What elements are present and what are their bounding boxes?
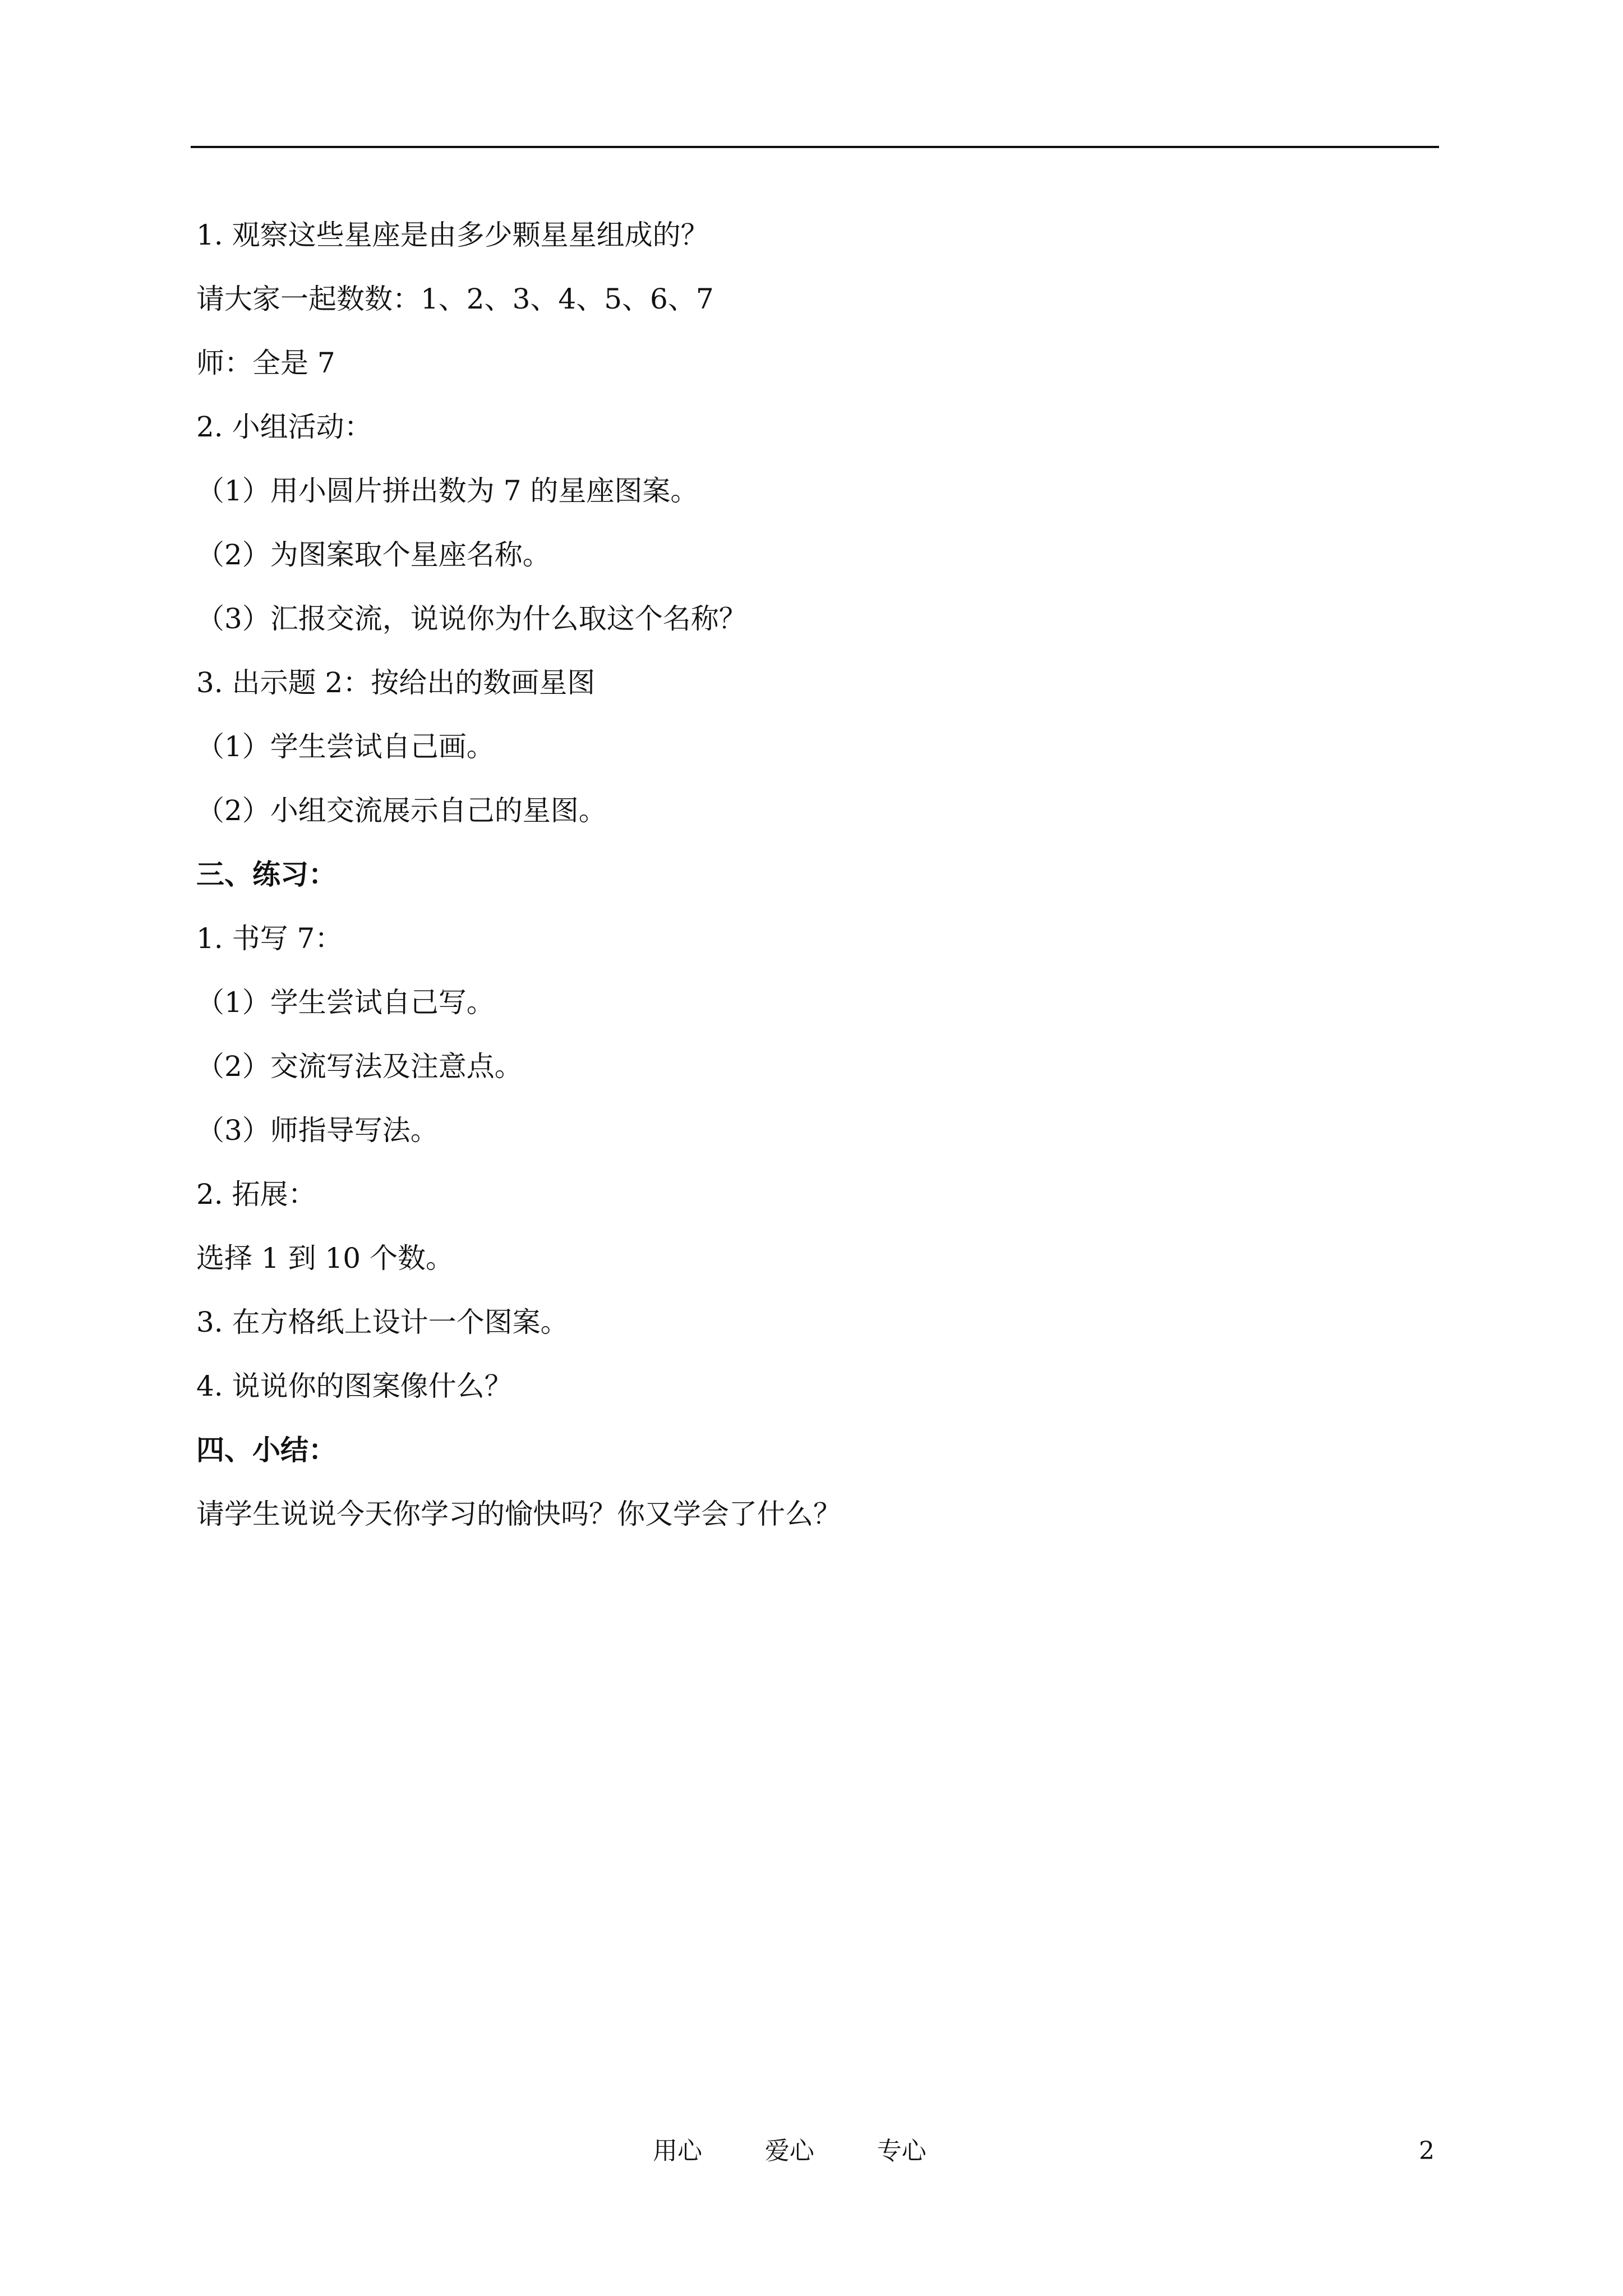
section-heading: 四、小结： [196, 1433, 336, 1466]
text-line: （2）交流写法及注意点。 [196, 1050, 523, 1083]
footer-motto: 用心 爱心 专心 [653, 2137, 926, 2165]
text-line: （2）为图案取个星座名称。 [196, 539, 551, 571]
text-line: （1）学生尝试自己写。 [196, 986, 495, 1019]
text-line: （1）学生尝试自己画。 [196, 730, 495, 763]
text-line: 2. 拓展： [196, 1178, 316, 1211]
text-line: 2. 小组活动： [196, 411, 372, 443]
text-line: （3）汇报交流，说说你为什么取这个名称？ [196, 602, 747, 635]
document-body [196, 203, 1430, 1546]
text-line: 3. 在方格纸上设计一个图案。 [196, 1306, 569, 1338]
text-line: 3. 出示题 2：按给出的数画星图 [196, 666, 596, 699]
text-line: （2）小组交流展示自己的星图。 [196, 794, 607, 827]
text-line: 1. 观察这些星座是由多少颗星星组成的？ [196, 219, 709, 251]
text-line: 请大家一起数数：1、2、3、4、5、6、7 [196, 283, 714, 315]
text-line: （3）师指导写法。 [196, 1114, 439, 1147]
section-heading: 三、练习： [196, 858, 336, 891]
text-line: 1. 书写 7： [196, 922, 343, 955]
text-line: 请学生说说今天你学习的愉快吗？你又学会了什么？ [196, 1498, 841, 1530]
text-line: （1）用小圆片拼出数为 7 的星座图案。 [196, 475, 699, 507]
text-line: 选择 1 到 10 个数。 [196, 1242, 454, 1274]
page-number: 2 [1419, 2137, 1435, 2165]
page-footer [0, 2132, 1623, 2171]
header-rule [191, 146, 1439, 148]
text-line: 师：全是 7 [196, 347, 335, 379]
text-line: 4. 说说你的图案像什么？ [196, 1370, 513, 1402]
